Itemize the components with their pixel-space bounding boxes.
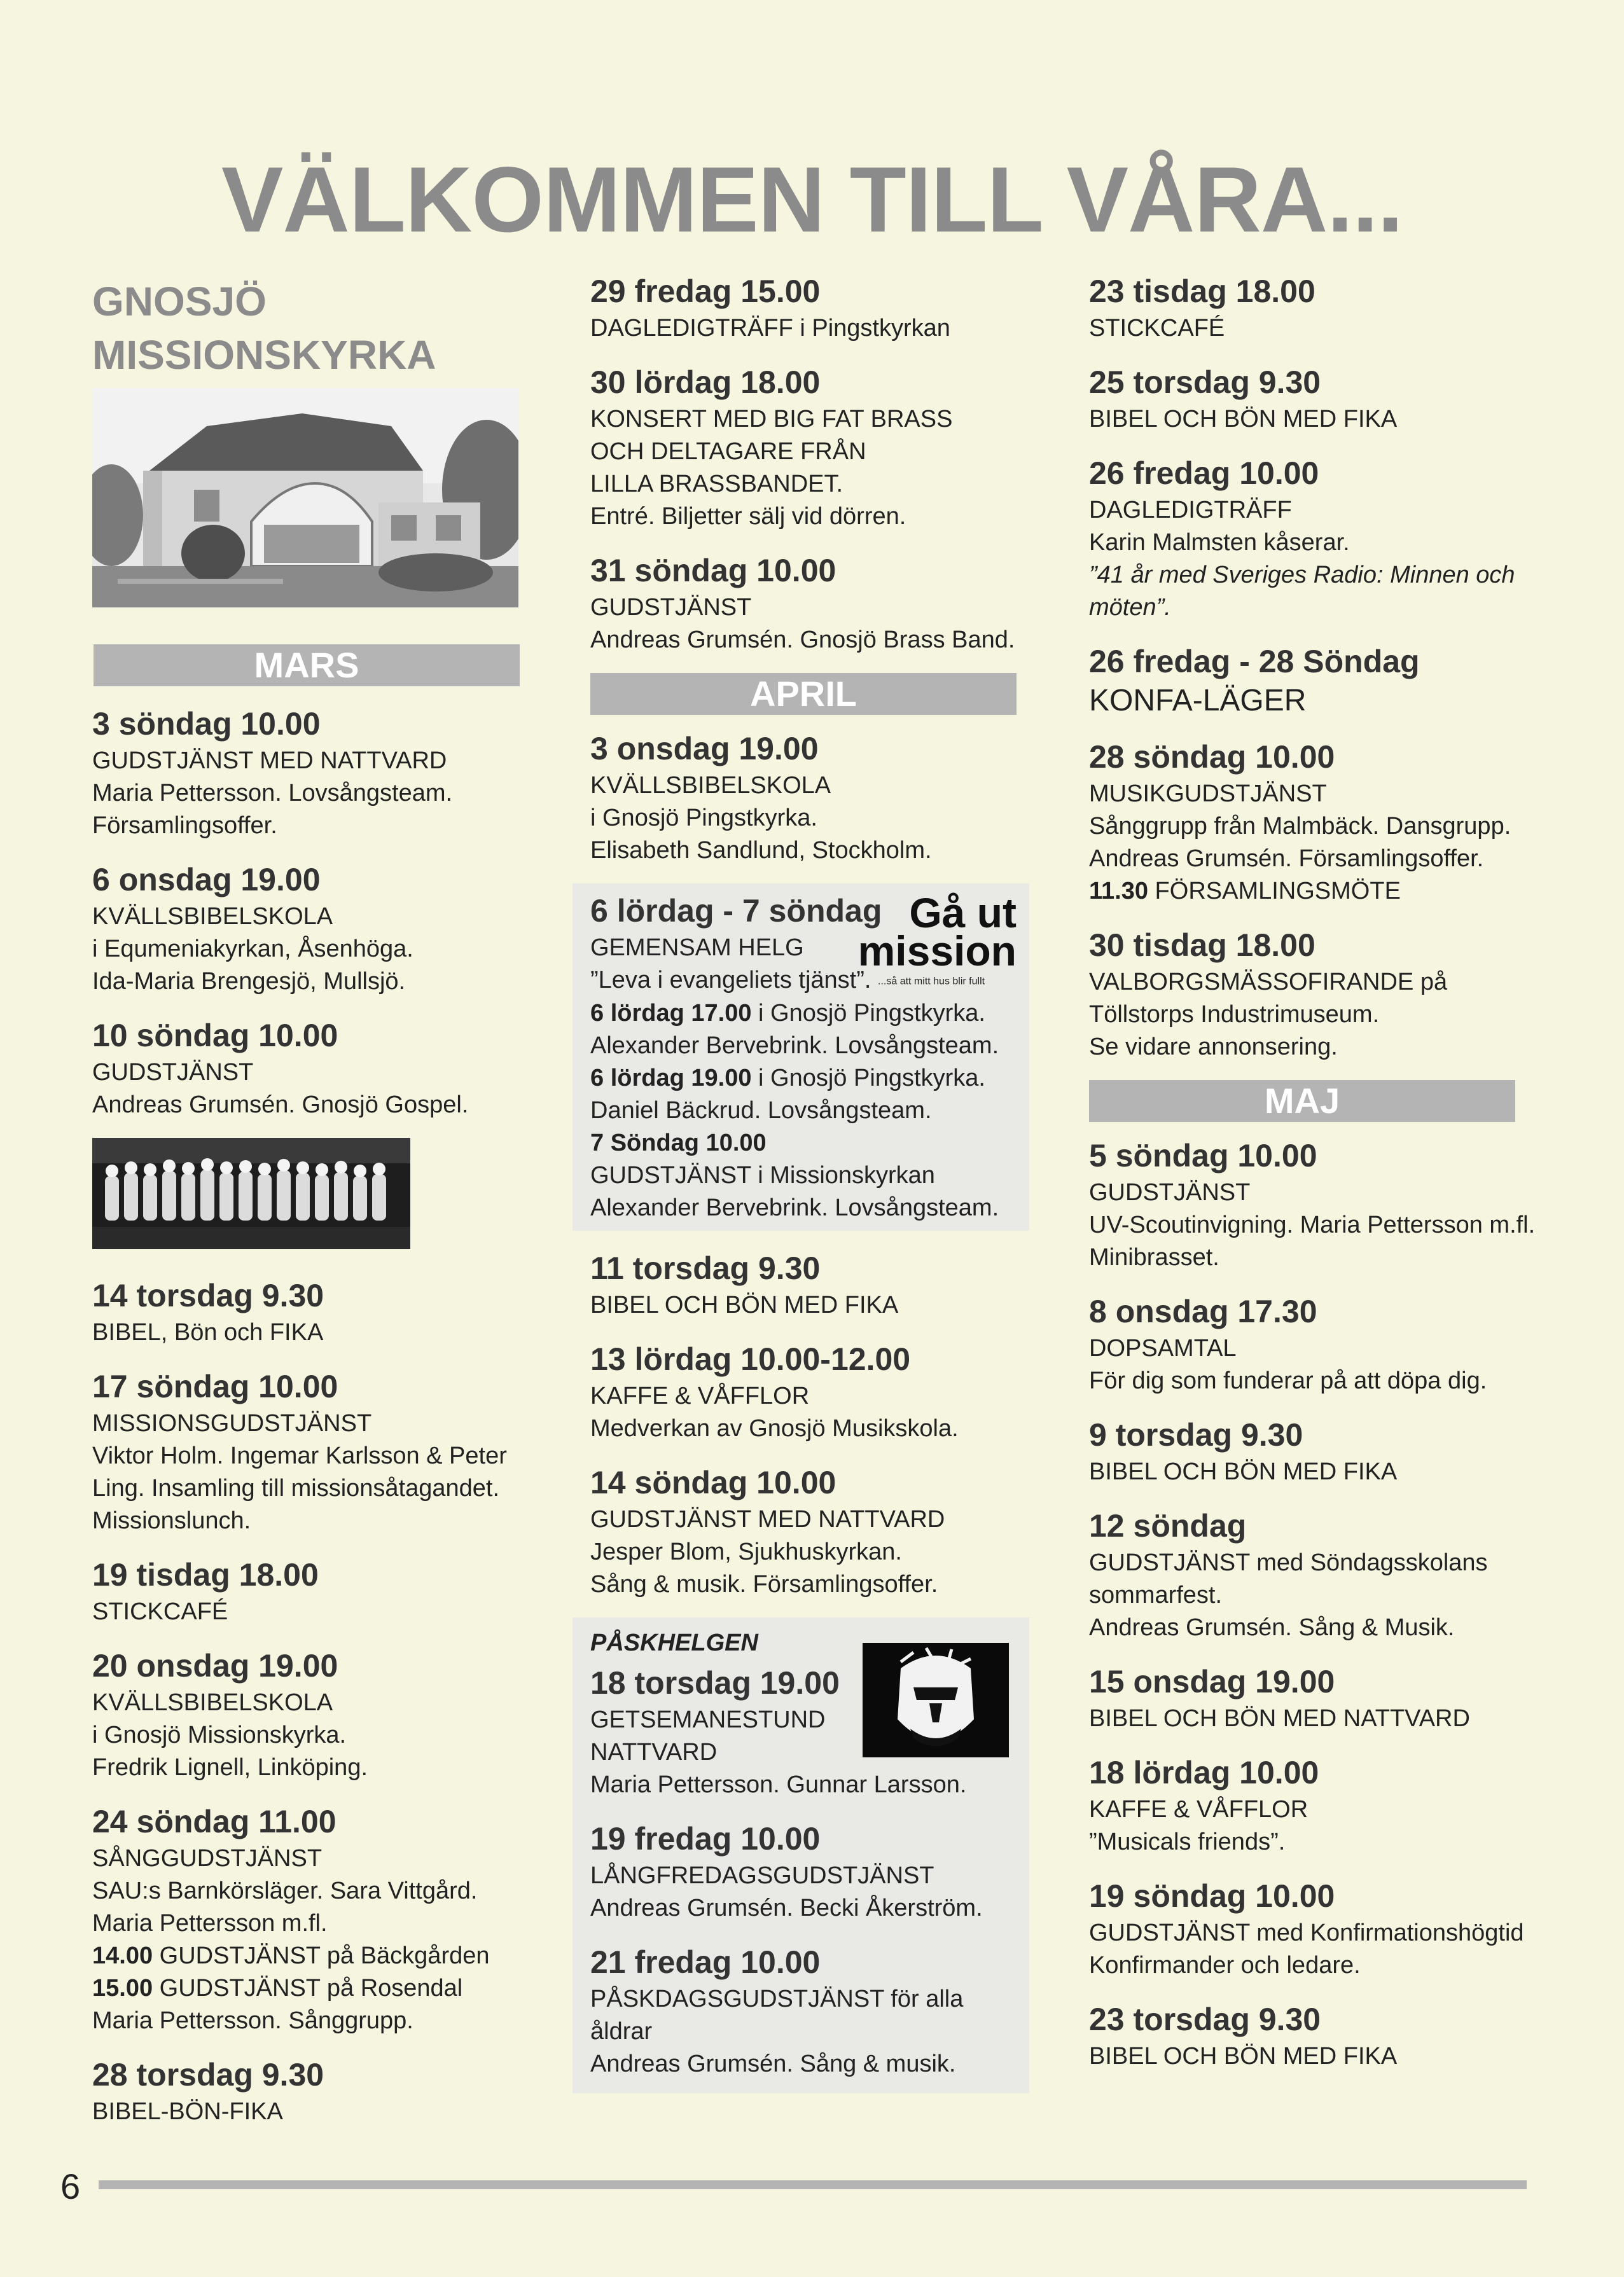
event-line [92, 1972, 531, 2005]
time-text: GUDSTJÄNST på Bäckgården [153, 1942, 490, 1969]
event-line: GETSEMANESTUND [590, 1706, 826, 1734]
event-line: SÅNGGUDSTJÄNST [92, 1845, 323, 1872]
motto: ”Leva i evangeliets tjänst”. [590, 967, 871, 993]
event [1089, 1414, 1560, 1488]
event-line: Sånggrupp från Malmbäck. Dansgrupp. [1089, 813, 1511, 840]
page-title: VÄLKOMMEN TILL VÅRA... [221, 148, 1403, 251]
time-text: GUDSTJÄNST på Rosendal [153, 1975, 463, 2002]
event-heading: 19 tisdag 18.00 [92, 1557, 319, 1593]
event [590, 361, 1036, 533]
ga-ut-mission-logo [851, 889, 1017, 974]
event-line: Fredrik Lignell, Linköping. [92, 1754, 368, 1781]
event-heading: 21 fredag 10.00 [590, 1944, 821, 1981]
event-line: KONFA-LÄGER [1089, 684, 1307, 717]
event-line: BIBEL, Bön och FIKA [92, 1319, 324, 1346]
event-heading: 18 torsdag 19.00 [590, 1665, 840, 1701]
event [1089, 361, 1560, 436]
event-line: GEMENSAM HELG [590, 934, 804, 961]
event-line: i Equmeniakyrkan, Åsenhöga. [92, 936, 413, 962]
time-bold: 7 Söndag 10.00 [590, 1130, 767, 1157]
event-line: BIBEL OCH BÖN MED FIKA [590, 1292, 899, 1319]
time-text: i Gnosjö Pingstkyrka. [751, 1000, 985, 1027]
event-line: STICKCAFÉ [1089, 315, 1225, 342]
event-heading: 3 onsdag 19.00 [590, 731, 819, 766]
event-line: Andreas Grumsén. Gnosjö Brass Band. [590, 626, 1015, 653]
church-name [92, 275, 436, 382]
event-line [590, 1062, 1029, 1095]
event-heading: 28 söndag 10.00 [1089, 739, 1335, 775]
event-line: ”41 år med Sveriges Radio: Minnen och [1089, 562, 1515, 588]
event-heading: 28 torsdag 9.30 [92, 2057, 324, 2093]
event [1089, 1752, 1560, 1858]
event-line: Ida-Maria Brengesjö, Mullsjö. [92, 968, 406, 995]
event-line: Töllstorps Industrimuseum. [1089, 1001, 1380, 1028]
event-heading: 11 torsdag 9.30 [590, 1250, 821, 1287]
column-april [590, 270, 1036, 2093]
logo-tagline: ...så att mitt hus blir fullt [878, 976, 985, 987]
event-line: Medverkan av Gnosjö Musikskola. [590, 1415, 959, 1443]
event-line: KAFFE & VÅFFLOR [590, 1383, 810, 1410]
church-name-line1: GNOSJÖ [92, 279, 267, 324]
ga-ut-mission-box [573, 883, 1029, 1231]
event-line: GUDSTJÄNST MED NATTVARD [92, 747, 447, 774]
event-line: GUDSTJÄNST MED NATTVARD [590, 1506, 945, 1533]
event-heading: 9 torsdag 9.30 [1089, 1417, 1303, 1453]
church-photo [92, 388, 518, 607]
event [92, 1554, 531, 1628]
event-line: MUSIKGUDSTJÄNST [1089, 780, 1327, 807]
event-heading: 8 onsdag 17.30 [1089, 1294, 1317, 1329]
event-heading: 14 söndag 10.00 [590, 1465, 836, 1501]
event-heading: 19 fredag 10.00 [590, 1821, 821, 1857]
event [92, 1645, 531, 1784]
time-text: i Gnosjö Pingstkyrka. [751, 1065, 985, 1092]
time-text: FÖRSAMLINGSMÖTE [1148, 878, 1401, 904]
event [590, 270, 1036, 345]
event [92, 1366, 531, 1537]
event [1089, 452, 1560, 624]
event-line: Viktor Holm. Ingemar Karlsson & Peter [92, 1443, 507, 1469]
event-line [1089, 875, 1560, 908]
event-line: sommarfest. [1089, 1582, 1223, 1609]
event [92, 1801, 531, 2037]
time-bold: 14.00 [92, 1942, 153, 1969]
event-line: möten”. [1089, 594, 1171, 621]
event-line: För dig som funderar på att döpa dig. [1089, 1367, 1487, 1394]
time-bold: 15.00 [92, 1975, 153, 2002]
event [1089, 1505, 1560, 1644]
event [590, 728, 1036, 867]
event-line: Konfirmander och ledare. [1089, 1952, 1361, 1979]
event-heading: 12 söndag [1089, 1508, 1247, 1544]
column-april-may [1089, 270, 1560, 2089]
time-bold: 11.30 [1089, 878, 1148, 904]
event-line [590, 997, 1029, 1030]
event-line: Andreas Grumsén. Sång & Musik. [1089, 1614, 1455, 1641]
event-line: Missionslunch. [92, 1507, 251, 1534]
event-line: GUDSTJÄNST med Konfirmationshögtid [1089, 1920, 1524, 1946]
event [92, 703, 531, 842]
event-line [590, 1127, 1029, 1159]
event-heading: 14 torsdag 9.30 [92, 1278, 324, 1313]
event [1089, 1661, 1560, 1735]
event [1089, 640, 1560, 719]
event-line: DOPSAMTAL [1089, 1335, 1237, 1362]
event-line: Alexander Bervebrink. Lovsångsteam. [590, 1032, 999, 1060]
event [590, 1818, 1029, 1925]
event-line: Maria Pettersson. Gunnar Larsson. [590, 1771, 967, 1799]
event-heading: 3 söndag 10.00 [92, 706, 321, 742]
event-heading: 17 söndag 10.00 [92, 1369, 338, 1404]
event-line: Sång & musik. Församlingsoffer. [590, 1571, 938, 1598]
event-line: Minibrasset. [1089, 1244, 1219, 1271]
church-name-line2: MISSIONSKYRKA [92, 332, 436, 378]
event-heading: 19 söndag 10.00 [1089, 1878, 1335, 1914]
event-heading: 30 tisdag 18.00 [1089, 927, 1315, 963]
event [1089, 1135, 1560, 1274]
event-line: Andreas Grumsén. Sång & musik. [590, 2051, 956, 2078]
event-heading: 31 söndag 10.00 [590, 553, 836, 588]
event-line: Daniel Bäckrud. Lovsångsteam. [590, 1097, 932, 1125]
event-line: Församlingsoffer. [92, 812, 277, 839]
event-heading: 5 söndag 10.00 [1089, 1138, 1317, 1173]
event-line: UV-Scoutinvigning. Maria Pettersson m.fl. [1089, 1212, 1536, 1238]
event [1089, 1875, 1560, 1982]
event-line: Andreas Grumsén. Becki Åkerström. [590, 1895, 983, 1922]
event [590, 1462, 1036, 1601]
event-line: GUDSTJÄNST [92, 1059, 254, 1086]
event-line: NATTVARD [590, 1739, 718, 1766]
event-line: Alexander Bervebrink. Lovsångsteam. [590, 1194, 999, 1222]
event-line: MISSIONSGUDSTJÄNST [92, 1410, 372, 1437]
event-heading: 10 söndag 10.00 [92, 1018, 338, 1053]
event-line: KVÄLLSBIBELSKOLA [92, 1689, 333, 1716]
jesus-image [863, 1643, 1009, 1757]
event [92, 2054, 531, 2128]
paskhelgen-label: PÅSKHELGEN [590, 1630, 758, 1657]
event-line: GUDSTJÄNST med Söndagsskolans [1089, 1549, 1488, 1576]
event-heading: 18 lördag 10.00 [1089, 1755, 1319, 1790]
logo-line1: Gå ut [909, 889, 1017, 936]
event-heading: 25 torsdag 9.30 [1089, 364, 1321, 400]
event-heading: 23 tisdag 18.00 [1089, 273, 1315, 309]
time-bold: 6 lördag 17.00 [590, 1000, 752, 1027]
event [590, 1338, 1036, 1445]
event-line: BIBEL OCH BÖN MED NATTVARD [1089, 1705, 1470, 1732]
event-line: Entré. Biljetter sälj vid dörren. [590, 503, 906, 530]
event-line [92, 1940, 531, 1972]
event-line: OCH DELTAGARE FRÅN [590, 438, 866, 465]
event-heading: 6 onsdag 19.00 [92, 862, 321, 897]
event-line: SAU:s Barnkörsläger. Sara Vittgård. [92, 1878, 478, 1904]
gospel-choir-photo [92, 1138, 410, 1249]
event-line: i Gnosjö Missionskyrka. [92, 1722, 347, 1748]
event-line: Elisabeth Sandlund, Stockholm. [590, 837, 932, 864]
event [92, 859, 531, 998]
event-heading: 26 fredag - 28 Söndag [1089, 644, 1420, 679]
event-line: KONSERT MED BIG FAT BRASS [590, 406, 953, 433]
event [1089, 736, 1560, 908]
event-line: GUDSTJÄNST [590, 594, 752, 621]
event-line: BIBEL OCH BÖN MED FIKA [1089, 2043, 1398, 2070]
event [590, 1941, 1029, 2080]
event-line: LÅNGFREDAGSGUDSTJÄNST [590, 1862, 934, 1890]
month-bar-april: APRIL [590, 673, 1017, 715]
event-line: Maria Pettersson m.fl. [92, 1910, 328, 1937]
event-line: BIBEL OCH BÖN MED FIKA [1089, 1458, 1398, 1485]
event-heading: 20 onsdag 19.00 [92, 1648, 338, 1684]
event-heading: 26 fredag 10.00 [1089, 455, 1319, 491]
footer-rule [99, 2180, 1527, 2189]
event-line: Se vidare annonsering. [1089, 1034, 1338, 1060]
event-line: DAGLEDIGTRÄFF i Pingstkyrkan [590, 315, 950, 342]
event-line: i Gnosjö Pingstkyrka. [590, 805, 817, 831]
event-heading: 6 lördag - 7 söndag [590, 893, 882, 929]
event-line: BIBEL-BÖN-FIKA [92, 2098, 283, 2125]
event-line: DAGLEDIGTRÄFF [1089, 497, 1292, 523]
event-line: LILLA BRASSBANDET. [590, 471, 843, 497]
paskhelgen-box [573, 1617, 1029, 2093]
event-heading: 29 fredag 15.00 [590, 273, 821, 309]
event-heading: 13 lördag 10.00-12.00 [590, 1341, 911, 1378]
event [1089, 924, 1560, 1063]
event-line: STICKCAFÉ [92, 1598, 228, 1625]
event [1089, 1998, 1560, 2073]
event-line: Andreas Grumsén. Gnosjö Gospel. [92, 1091, 469, 1118]
month-bar-maj: MAJ [1089, 1080, 1515, 1122]
event [92, 1014, 531, 1121]
event-line: KVÄLLSBIBELSKOLA [590, 772, 831, 799]
event-line: Jesper Blom, Sjukhuskyrkan. [590, 1539, 902, 1566]
event-heading: 23 torsdag 9.30 [1089, 2002, 1321, 2037]
month-bar-mars: MARS [94, 644, 520, 686]
event-line: ”Musicals friends”. [1089, 1829, 1286, 1855]
event-line: GUDSTJÄNST [1089, 1179, 1251, 1206]
event [590, 550, 1036, 656]
event [1089, 270, 1560, 345]
event-line: VALBORGSMÄSSOFIRANDE på [1089, 969, 1448, 995]
event-line: PÅSKDAGSGUDSTJÄNST för alla åldrar [590, 1986, 964, 2045]
page-number: 6 [60, 2166, 81, 2206]
event-heading: 30 lördag 18.00 [590, 364, 821, 400]
event [590, 1247, 1036, 1322]
event-line: GUDSTJÄNST i Missionskyrkan [590, 1162, 935, 1189]
time-bold: 6 lördag 19.00 [590, 1065, 752, 1092]
event-line: Ling. Insamling till missionsåtagandet. [92, 1475, 500, 1502]
event-line: Karin Malmsten kåserar. [1089, 529, 1350, 556]
event-heading: 24 söndag 11.00 [92, 1804, 337, 1839]
event-line: Maria Pettersson. Sånggrupp. [92, 2007, 413, 2034]
column-mars [92, 703, 531, 2145]
event-line: Maria Pettersson. Lovsångsteam. [92, 780, 453, 806]
event-line: KAFFE & VÅFFLOR [1089, 1796, 1308, 1823]
logo-line2: mission [857, 927, 1017, 974]
event-line: KVÄLLSBIBELSKOLA [92, 903, 333, 930]
event-heading: 15 onsdag 19.00 [1089, 1664, 1335, 1699]
event [1089, 1291, 1560, 1397]
event [92, 1275, 531, 1349]
event-line: Andreas Grumsén. Församlingsoffer. [1089, 845, 1484, 872]
event-line: BIBEL OCH BÖN MED FIKA [1089, 406, 1398, 433]
